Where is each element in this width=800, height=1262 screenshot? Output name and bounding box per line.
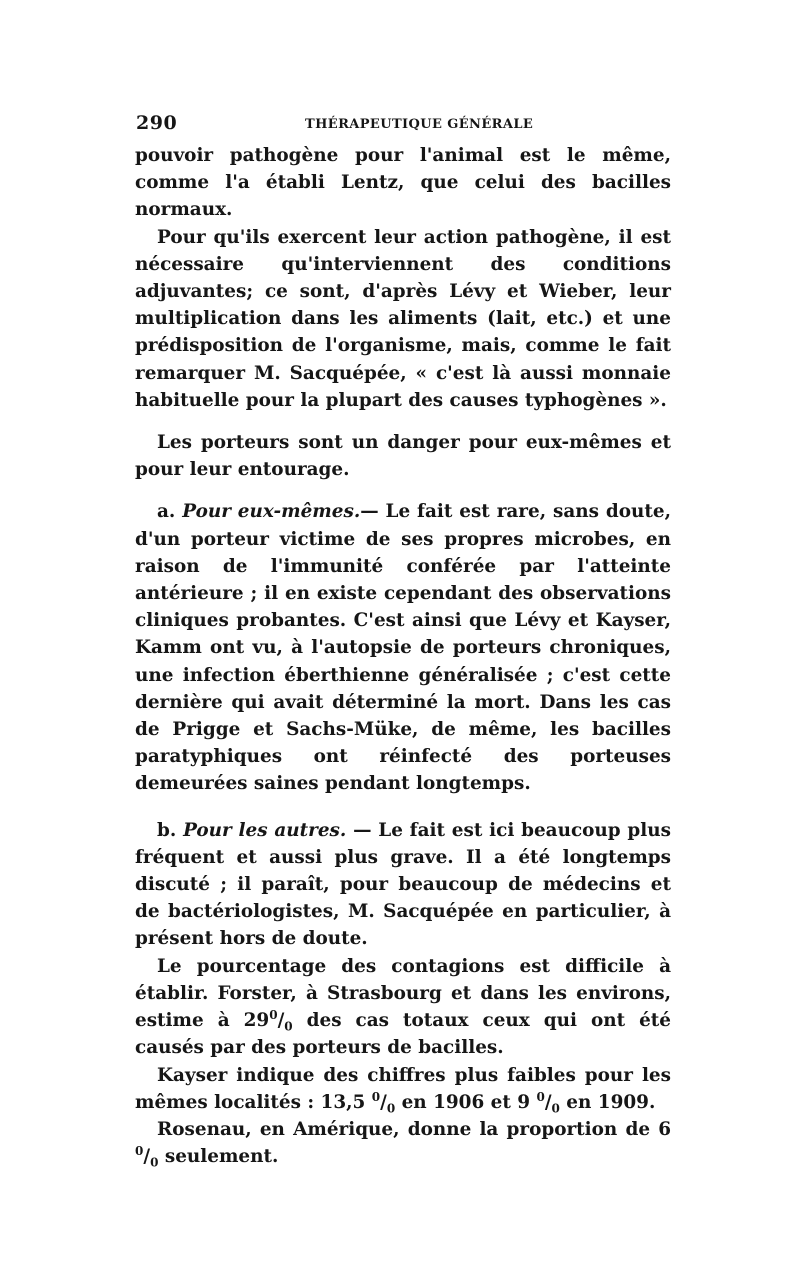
paragraph-6: Le pourcentage des contagions est difficile à établir. Forster, à Strasbourg et dans les environs, estime à $29^0/_0$ des cas totaux ceux qui ont été causés par des porteurs de bacilles.	[135, 955, 671, 1059]
percent-sign: $^0/_0$	[536, 1089, 560, 1116]
page-header	[135, 112, 671, 142]
paragraph-2: Pour qu'ils exercent leur action pathogène, il est nécessaire qu'interviennent des conditions adjuvantes; ce sont, d'après Lévy et Wieber, leur multiplication dans les aliments (lait, etc.) et une prédisposition de l'organisme, mais, comme le fait remarquer M. Sacquépée, « c'est là aussi monnaie habituelle pour la plupart des causes typhogènes ».	[135, 226, 671, 411]
paragraph-4-text: — Le fait est rare, sans doute, d'un porteur victime de ses propres microbes, en raison de l'immunité conférée par l'atteinte antérieure ; il en existe cependant des observations cliniques probantes. C'est ainsi que Lévy et Kayser, Kamm ont vu, à l'autopsie de porteurs chroniques, une infection éberthienne généralisée ; c'est cette dernière qui avait déterminé la mort. Dans les cas de Prigge et Sachs-Müke, de même, les bacilles paratyphiques ont réinfecté des porteuses demeurées saines pendant longtemps.	[135, 501, 671, 795]
paragraph-7: Kayser indique des chiffres plus faibles pour les mêmes localités : 13,5 $^0/_0$ en 1906 et 9 $^0/_0$ en 1909.	[135, 1064, 671, 1116]
subheading-pour-eux-memes: Pour eux-mêmes.	[182, 501, 361, 523]
list-marker-a: a.	[157, 501, 176, 523]
percent-sign: $^0/_0$	[269, 1007, 293, 1034]
page-number: 290	[136, 112, 178, 134]
list-marker-b: b.	[157, 819, 177, 841]
paragraph-5-text: — Le fait est ici beaucoup plus fréquent et aussi plus grave. Il a été longtemps discuté ; il paraît, pour beaucoup de médecins et de bactériologistes, M. Sacquépée en particulier, à présent hors de doute.	[135, 819, 671, 950]
percent-sign: $^0/_0$	[135, 1143, 159, 1170]
paragraph-8: Rosenau, en Amérique, donne la proportion de 6 $^0/_0$ seulement.	[135, 1118, 671, 1170]
running-title: THÉRAPEUTIQUE GÉNÉRALE	[305, 117, 534, 132]
paragraph-1: pouvoir pathogène pour l'animal est le même, comme l'a établi Lentz, que celui des bacilles normaux.	[135, 145, 671, 221]
body-text	[135, 142, 671, 1170]
paragraph-3: Les porteurs sont un danger pour eux-mêmes et pour leur entourage.	[135, 432, 671, 481]
paragraph-4	[135, 498, 671, 797]
subheading-pour-les-autres: Pour les autres.	[183, 819, 347, 841]
percent-sign: $^0/_0$	[371, 1089, 396, 1116]
paragraph-5	[135, 817, 671, 953]
book-page	[135, 112, 671, 1170]
